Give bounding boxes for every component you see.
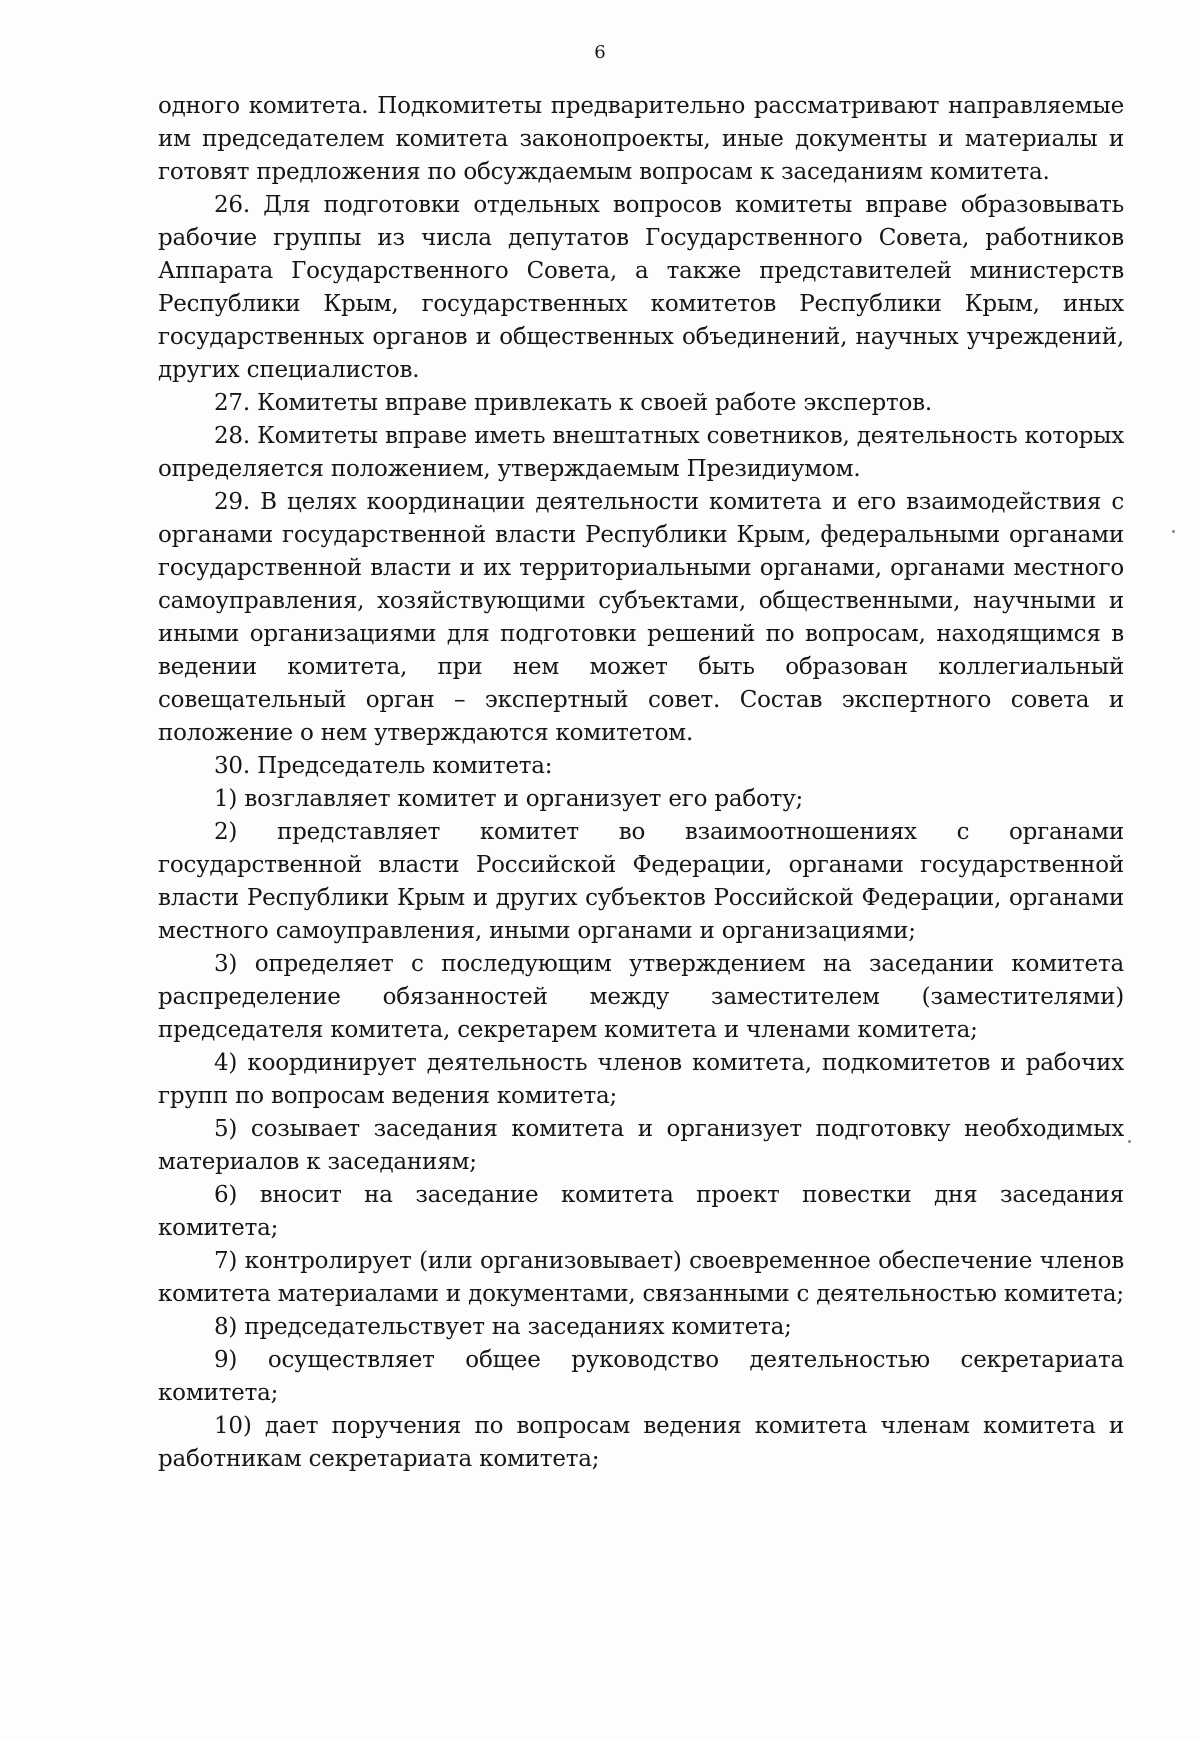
paragraph-item-28: 28. Комитеты вправе иметь внештатных советников, деятельность которых определяется положением, утверждаемым Президиумом. (158, 423, 1124, 482)
subitem-3: 3) определяет с последующим утверждением на заседании комитета распределение обязанностей между заместителем (заместителями) председателя комитета, секретарем комитета и членами комитета; (158, 951, 1124, 1043)
paragraph-item-29: 29. В целях координации деятельности комитета и его взаимодействия с органами государственной власти Республики Крым, федеральными органами государственной власти и их территориальными органами, органами местного самоуправления, хозяйствующими субъектами, общественными, научными и иными организациями для подготовки решений по вопросам, находящимся в ведении комитета, при нем может быть образован коллегиальный совещательный орган – экспертный совет. Состав экспертного совета и положение о нем утверждаются комитетом. (158, 489, 1124, 746)
paragraph-item-26: 26. Для подготовки отдельных вопросов комитеты вправе образовывать рабочие группы из числа депутатов Государственного Совета, работников Аппарата Государственного Совета, а также представителей министерств Республики Крым, государственных комитетов Республики Крым, иных государственных органов и общественных объединений, научных учреждений, других специалистов. (158, 192, 1124, 383)
subitem-5: 5) созывает заседания комитета и организует подготовку необходимых материалов к заседаниям; (158, 1116, 1124, 1175)
paragraph-item-30: 30. Председатель комитета: (214, 753, 553, 779)
subitem-4: 4) координирует деятельность членов комитета, подкомитетов и рабочих групп по вопросам ведения комитета; (158, 1050, 1124, 1109)
scan-speck (1172, 530, 1175, 533)
paragraph-continuation: одного комитета. Подкомитеты предварительно рассматривают направляемые им председателем комитета законопроекты, иные документы и материалы и готовят предложения по обсуждаемым вопросам к заседаниям комитета. (158, 93, 1124, 185)
subitem-8: 8) председательствует на заседаниях комитета; (214, 1314, 792, 1340)
subitem-7: 7) контролирует (или организовывает) своевременное обеспечение членов комитета материалами и документами, связанными с деятельностью комитета; (158, 1248, 1124, 1307)
subitem-9: 9) осуществляет общее руководство деятельностью секретариата комитета; (158, 1347, 1124, 1406)
scan-speck (1128, 1140, 1131, 1143)
subitem-10: 10) дает поручения по вопросам ведения комитета членам комитета и работникам секретариата комитета; (158, 1413, 1124, 1472)
page-number: 6 (594, 42, 606, 63)
paragraph-item-27: 27. Комитеты вправе привлекать к своей работе экспертов. (214, 390, 933, 416)
subitem-1: 1) возглавляет комитет и организует его работу; (214, 786, 804, 812)
subitem-6: 6) вносит на заседание комитета проект повестки дня заседания комитета; (158, 1182, 1124, 1241)
document-body (158, 90, 1124, 1476)
subitem-2: 2) представляет комитет во взаимоотношениях с органами государственной власти Российской Федерации, органами государственной власти Республики Крым и других субъектов Российской Федерации, органами местного самоуправления, иными органами и организациями; (158, 819, 1124, 944)
